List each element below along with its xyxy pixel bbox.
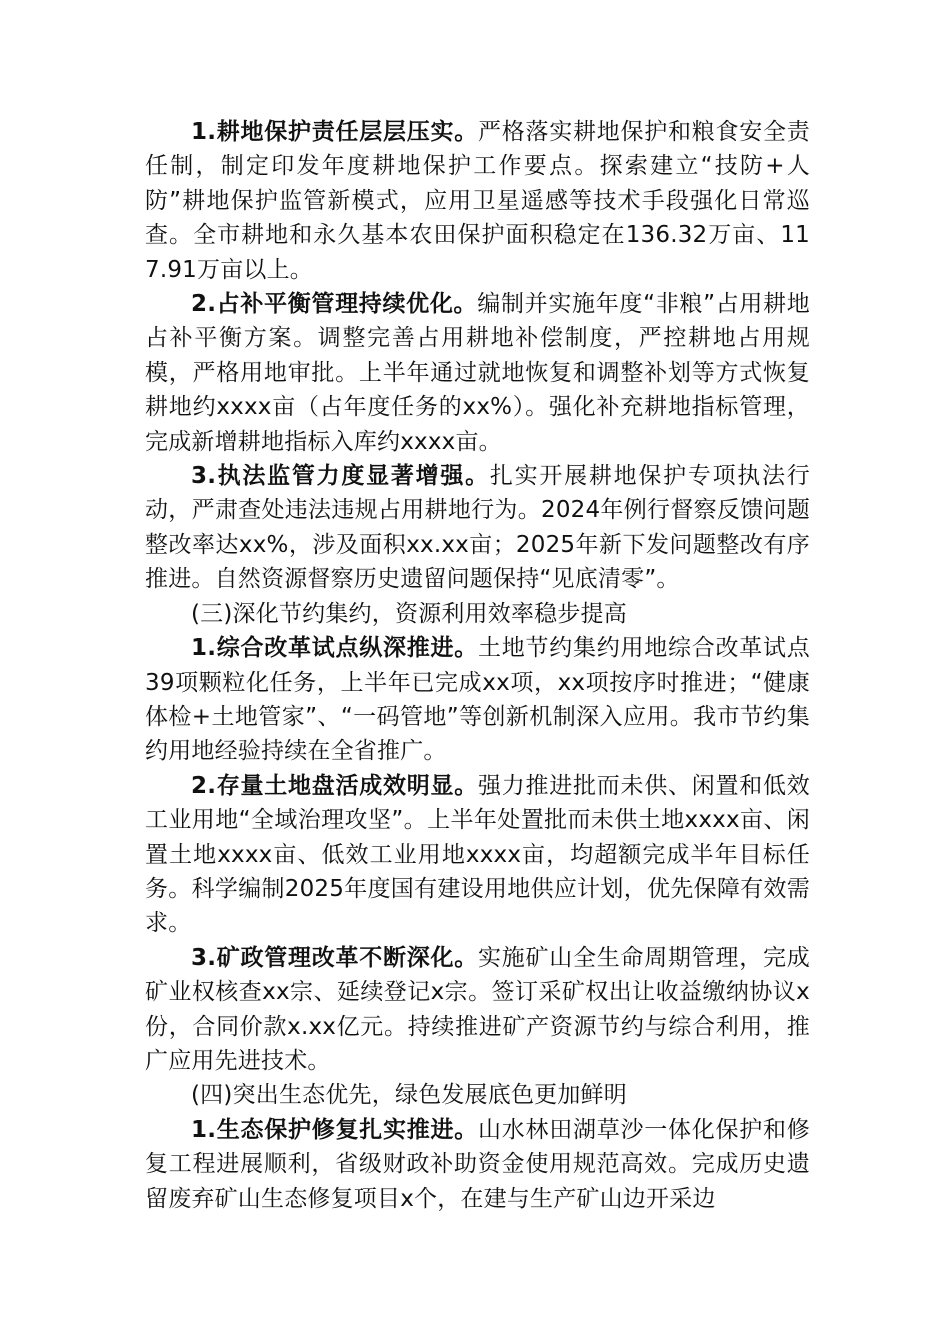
paragraph-balance-management: [145, 287, 810, 459]
paragraph-text: 山水林田湖草沙一体化保护和修复工程进展顺利，省级财政补助资金使用规范高效。完成历史遗留废弃矿山生态修复项目x个，在建与生产矿山边开采边: [145, 1116, 810, 1212]
paragraph-text: 强力推进批而未供、闲置和低效工业用地“全域治理攻坚”。上半年处置批而未供土地xxxx亩、闲置土地xxxx亩、低效工业用地xxxx亩，均超额完成半年目标任务。科学编制2025年度国有建设用地供应计划，优先保障有效需求。: [145, 772, 810, 937]
paragraph-text: 编制并实施年度“非粮”占用耕地占补平衡方案。调整完善占用耕地补偿制度，严控耕地占用规模，严格用地审批。上半年通过就地恢复和调整补划等方式恢复耕地约xxxx亩（占年度任务的xx%）。强化补充耕地指标管理，完成新增耕地指标入库约xxxx亩。: [145, 291, 810, 455]
paragraph-heading: 3.执法监管力度显著增强。: [191, 463, 490, 490]
section-heading-four: (四)突出生态优先，绿色发展底色更加鲜明: [191, 1082, 627, 1109]
paragraph-ecological-restoration: [145, 1113, 810, 1216]
paragraph-heading: 2.存量土地盘活成效明显。: [191, 772, 478, 799]
paragraph-heading: 3.矿政管理改革不断深化。: [191, 944, 478, 971]
paragraph-farmland-responsibility: [145, 115, 810, 287]
section-heading-three: (三)深化节约集约，资源利用效率稳步提高: [191, 600, 627, 627]
paragraph-text: 严格落实耕地保护和粮食安全责任制，制定印发年度耕地保护工作要点。探索建立“技防+人防”耕地保护监管新模式，应用卫星遥感等技术手段强化日常巡查。全市耕地和永久基本农田保护面积稳定在136.32万亩、117.91万亩以上。: [145, 119, 810, 283]
paragraph-heading: 2.占补平衡管理持续优化。: [191, 291, 478, 318]
paragraph-text: 扎实开展耕地保护专项执法行动，严肃查处违法违规占用耕地行为。2024年例行督察反馈问题整改率达xx%，涉及面积xx.xx亩；2025年新下发问题整改有序推进。自然资源督察历史遗留问题保持“见底清零”。: [145, 463, 810, 593]
paragraph-mining-reform: [145, 941, 810, 1079]
paragraph-land-revitalization: [145, 769, 810, 941]
paragraph-law-enforcement: [145, 459, 810, 597]
paragraph-heading: 1.生态保护修复扎实推进。: [191, 1116, 478, 1143]
paragraph-heading: 1.综合改革试点纵深推进。: [191, 635, 478, 662]
paragraph-text: 实施矿山全生命周期管理，完成矿业权核查xx宗、延续登记x宗。签订采矿权出让收益缴纳协议x份，合同价款x.xx亿元。持续推进矿产资源节约与综合利用，推广应用先进技术。: [145, 944, 810, 1074]
paragraph-reform-pilot: [145, 631, 810, 769]
document-body: [145, 115, 810, 1216]
paragraph-text: 土地节约集约用地综合改革试点39项颗粒化任务，上半年已完成xx项，xx项按序时推进；“健康体检+土地管家”、“一码管地”等创新机制深入应用。我市节约集约用地经验持续在全省推广。: [145, 635, 810, 765]
paragraph-heading: 1.耕地保护责任层层压实。: [191, 119, 478, 145]
